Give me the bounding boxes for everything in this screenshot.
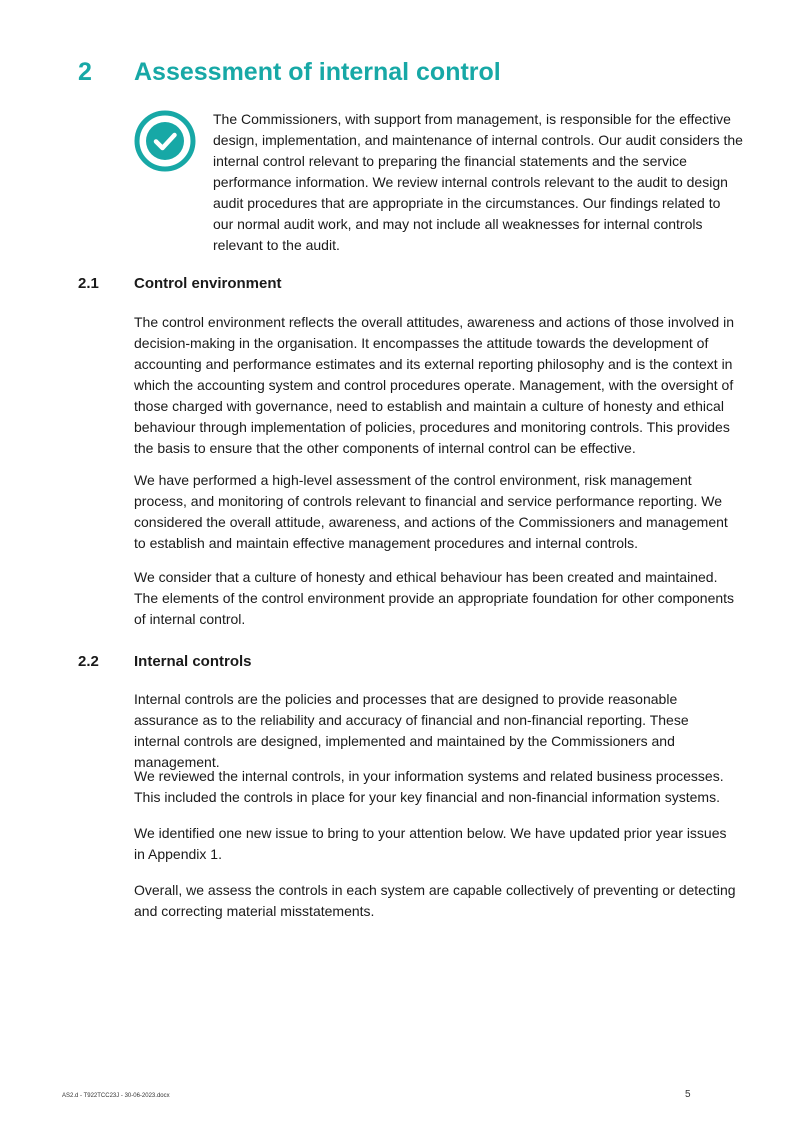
page-number: 5	[685, 1089, 691, 1100]
subsection-number: 2.2	[78, 653, 99, 670]
paragraph: Overall, we assess the controls in each system are capable collectively of preventing or detecting and correcting material misstatements.	[134, 882, 736, 919]
subsection-heading-2-1	[78, 275, 282, 292]
paragraph: We have performed a high-level assessment of the control environment, risk management process, and monitoring of controls relevant to financial and service performance reporting. We considered the overall attitude, awareness, and actions of the Commissioners and management to establish and maintain effective management procedures and internal controls.	[134, 472, 728, 551]
subsection-title: Control environment	[134, 275, 282, 292]
checkmark-circle-icon	[134, 110, 196, 172]
paragraph: Internal controls are the policies and processes that are designed to provide reasonable assurance as to the reliability and accuracy of financial and non-financial reporting. These internal controls are designed, implemented and maintained by the Commissioners and management.	[134, 691, 689, 770]
section-number: 2	[78, 58, 92, 86]
paragraph: We reviewed the internal controls, in your information systems and related business processes. This included the controls in place for your key financial and non-financial information systems.	[134, 768, 724, 805]
footer-document-reference: AS2.d - T922TCC23J - 30-06-2023.docx	[62, 1093, 170, 1099]
paragraph: We consider that a culture of honesty and ethical behaviour has been created and maintained. The elements of the control environment provide an appropriate foundation for other components of internal control.	[134, 569, 735, 627]
paragraph: We identified one new issue to bring to your attention below. We have updated prior year issues in Appendix 1.	[134, 825, 727, 862]
section-title: Assessment of internal control	[134, 58, 501, 86]
subsection-number: 2.1	[78, 275, 99, 292]
intro-paragraph: The Commissioners, with support from management, is responsible for the effective design, implementation, and maintenance of internal controls. Our audit considers the internal control relevant to preparing the financial statements and the service performance information. We review internal controls relevant to the audit to design audit procedures that are appropriate in the circumstances. Our findings related to our normal audit work, and may not include all weaknesses for internal controls relevant to the audit.	[213, 111, 743, 253]
subsection-heading-2-2	[78, 653, 252, 670]
paragraph: The control environment reflects the overall attitudes, awareness and actions of those involved in decision-making in the organisation. It encompasses the attitude towards the development of accounting and performance estimates and its external reporting philosophy and is the context in which the accounting system and control procedures operate. Management, with the oversight of those charged with governance, need to establish and maintain a culture of honesty and ethical behaviour through implementation of policies, procedures and monitoring controls. This provides the basis to ensure that the other components of internal control can be effective.	[134, 314, 734, 456]
subsection-title: Internal controls	[134, 653, 252, 670]
section-heading	[78, 58, 501, 87]
